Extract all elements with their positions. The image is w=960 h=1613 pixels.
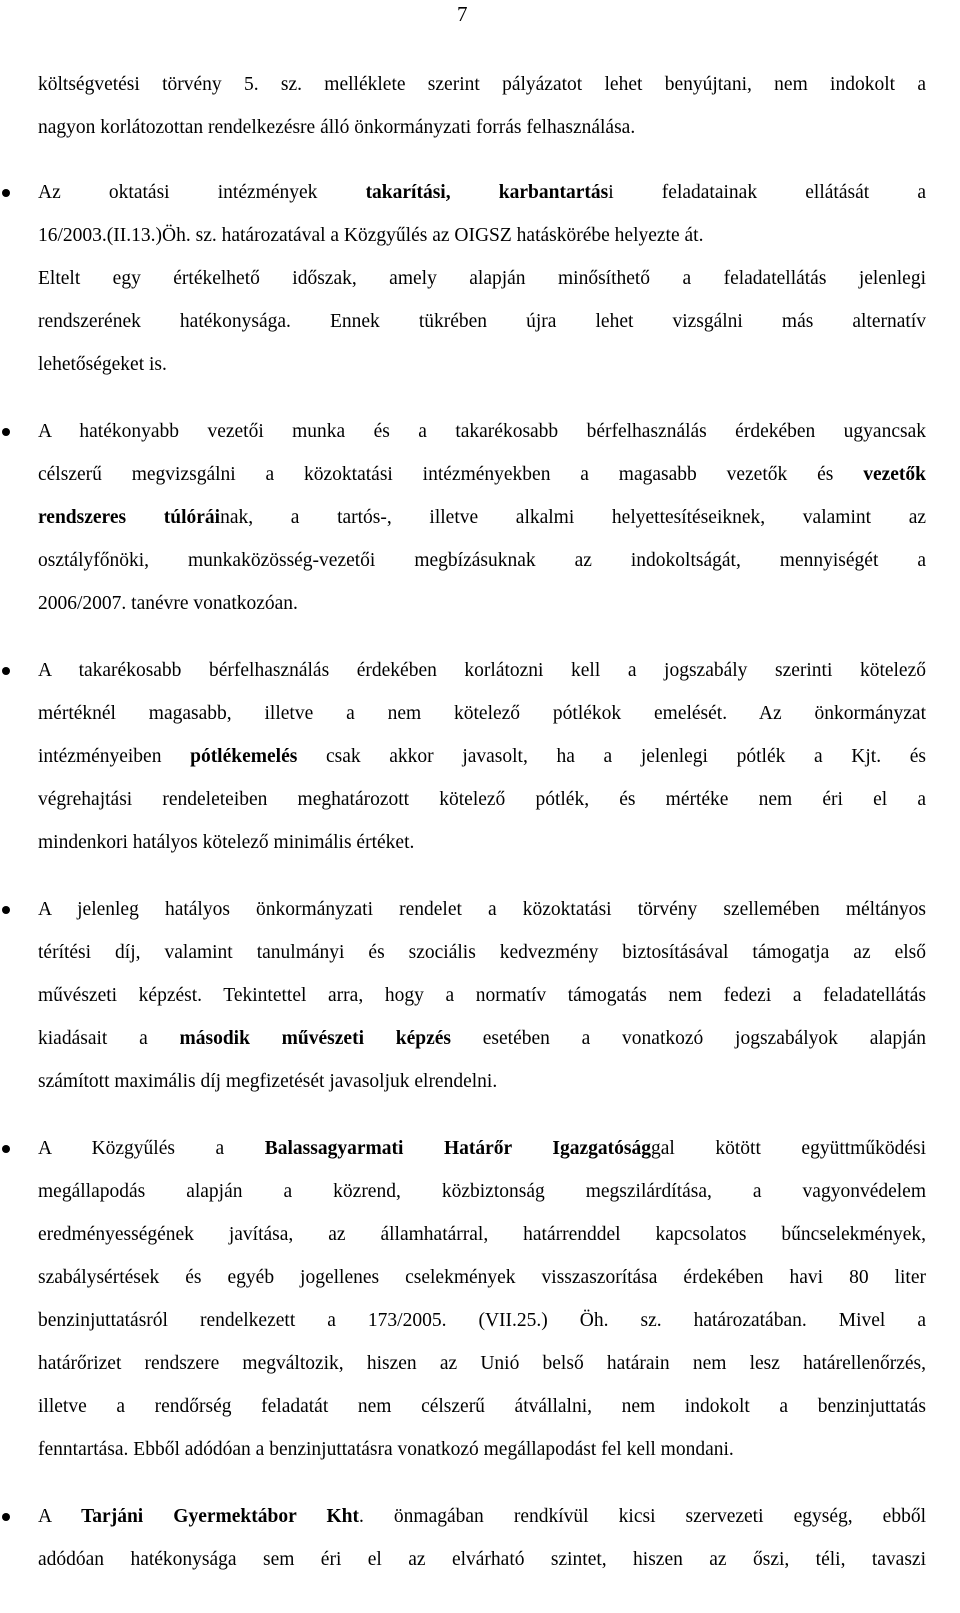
bullet-icon [2, 1513, 10, 1521]
list-item-line: mindenkori hatályos kötelező minimális értéket. [38, 832, 415, 853]
list-item-line: célszerű megvizsgálni a közoktatási intézményekben a magasabb vezetők és vezetők [38, 464, 926, 485]
list-item-line: eredményességének javítása, az államhatárral, határrenddel kapcsolatos bűncselekmények, [38, 1224, 926, 1245]
list-item-line: rendszerének hatékonysága. Ennek tükrében újra lehet vizsgálni más alternatív [38, 311, 926, 332]
bullet-icon [2, 667, 10, 675]
list-item-line: Az oktatási intézmények takarítási, karbantartási feladatainak ellátását a [38, 182, 926, 203]
list-item-line: benzinjuttatásról rendelkezett a 173/2005. (VII.25.) Öh. sz. határozatában. Mivel a [38, 1310, 926, 1331]
list-item-line: szabálysértések és egyéb jogellenes cselekmények visszaszorítása érdekében havi 80 liter [38, 1267, 926, 1288]
list-item-line: osztályfőnöki, munkaközösség-vezetői megbízásuknak az indokoltságát, mennyiségét a [38, 550, 926, 571]
list-item-line: határőrizet rendszere megváltozik, hiszen az Unió belső határain nem lesz határellenőrzés, [38, 1353, 926, 1374]
paragraph-line: nagyon korlátozottan rendelkezésre álló önkormányzati forrás felhasználása. [38, 117, 636, 138]
list-item-line: kiadásait a második művészeti képzés esetében a vonatkozó jogszabályok alapján [38, 1028, 926, 1049]
list-item-line: fenntartása. Ebből adódóan a benzinjuttatásra vonatkozó megállapodást fel kell mondani. [38, 1439, 734, 1460]
list-item-line: A Tarjáni Gyermektábor Kht. önmagában rendkívül kicsi szervezeti egység, ebből [38, 1506, 926, 1527]
list-item-line: A takarékosabb bérfelhasználás érdekében korlátozni kell a jogszabály szerinti kötelező [38, 660, 926, 681]
list-item-line: A Közgyűlés a Balassagyarmati Határőr Igazgatósággal kötött együttműködési [38, 1138, 927, 1159]
paragraph-line: költségvetési törvény 5. sz. melléklete szerint pályázatot lehet benyújtani, nem indokolt a [38, 74, 926, 95]
list-item-line: Eltelt egy értékelhető időszak, amely alapján minősíthető a feladatellátás jelenlegi [38, 268, 926, 289]
list-item-line: művészeti képzést. Tekintettel arra, hogy a normatív támogatás nem fedezi a feladatellátás [38, 985, 926, 1006]
list-item-line: adódóan hatékonysága sem éri el az elvárható szintet, hiszen az őszi, téli, tavaszi [38, 1549, 926, 1570]
list-item-line: rendszeres túlóráinak, a tartós-, illetve alkalmi helyettesítéseiknek, valamint az [38, 507, 926, 528]
bullet-icon [2, 428, 10, 436]
bullet-icon [2, 1145, 10, 1153]
bullet-icon [2, 189, 10, 197]
list-item-line: illetve a rendőrség feladatát nem célszerű átvállalni, nem indokolt a benzinjuttatás [38, 1396, 926, 1417]
list-item-line: térítési díj, valamint tanulmányi és szociális kedvezmény biztosításával támogatja az első [38, 942, 926, 963]
list-item-line: számított maximális díj megfizetését javasoljuk elrendelni. [38, 1071, 498, 1092]
bullet-icon [2, 906, 10, 914]
list-item-line: A hatékonyabb vezetői munka és a takarékosabb bérfelhasználás érdekében ugyancsak [38, 421, 926, 442]
list-item-line: megállapodás alapján a közrend, közbiztonság megszilárdítása, a vagyonvédelem [38, 1181, 926, 1202]
list-item-line: lehetőségeket is. [38, 354, 167, 375]
page-number: 7 [457, 2, 468, 26]
list-item-line: 2006/2007. tanévre vonatkozóan. [38, 593, 298, 614]
list-item-line: végrehajtási rendeleteiben meghatározott kötelező pótlék, és mértéke nem éri el a [38, 789, 926, 810]
list-item-line: mértéknél magasabb, illetve a nem kötelező pótlékok emelését. Az önkormányzat [38, 703, 926, 724]
list-item-line: intézményeiben pótlékemelés csak akkor javasolt, ha a jelenlegi pótlék a Kjt. és [38, 746, 926, 767]
list-item-line: A jelenleg hatályos önkormányzati rendelet a közoktatási törvény szellemében méltányos [38, 899, 926, 920]
list-item-line: 16/2003.(II.13.)Öh. sz. határozatával a Közgyűlés az OIGSZ hatáskörébe helyezte át. [38, 225, 704, 246]
